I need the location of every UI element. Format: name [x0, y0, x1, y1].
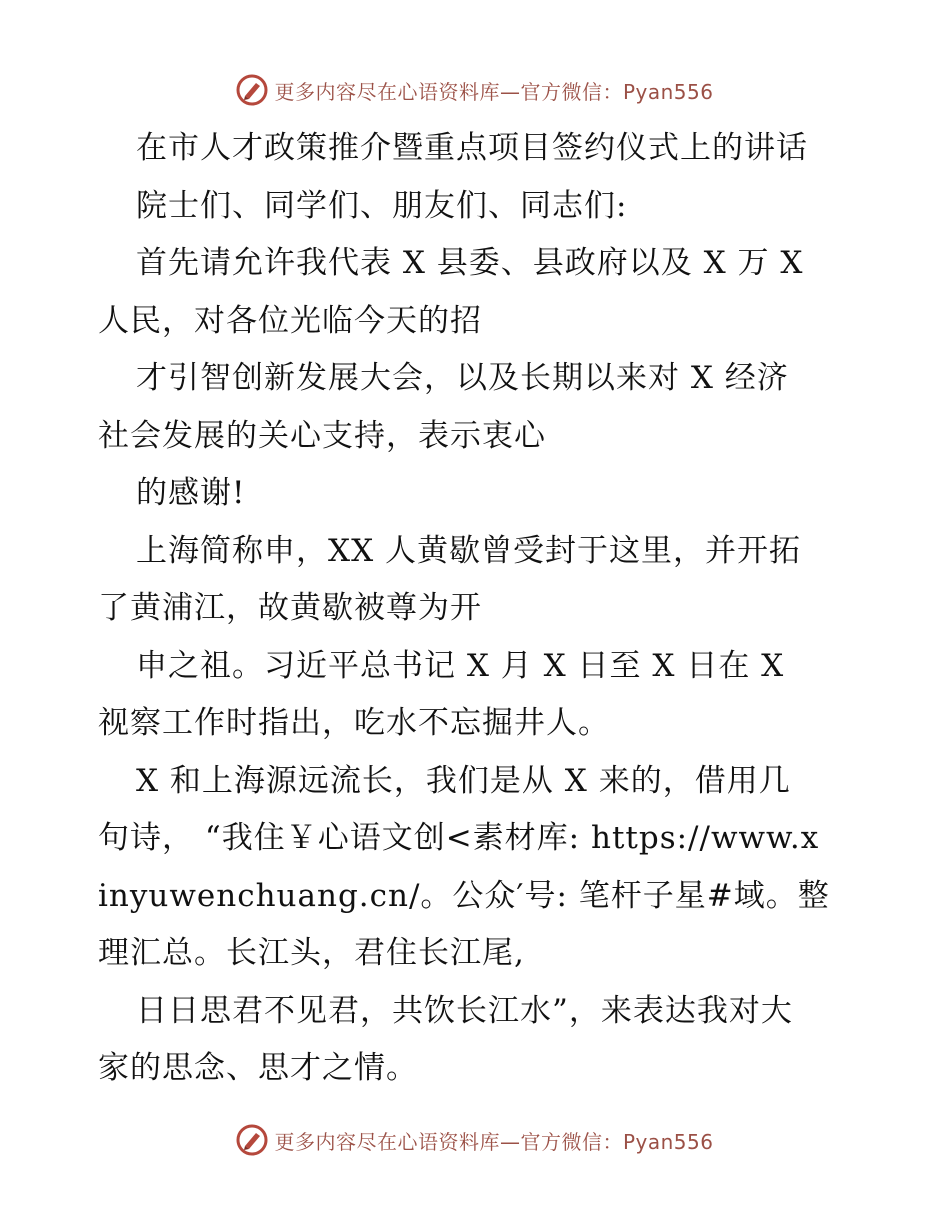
text-line: 理汇总。长江头，君住长江尾,: [98, 935, 525, 971]
text-line: 上海简称申，XX 人黄歇曾受封于这里，并开拓: [136, 532, 801, 569]
document-title: 在市人才政策推介暨重点项目签约仪式上的讲话: [136, 130, 808, 166]
header-banner: [0, 74, 950, 106]
pen-logo-icon: [236, 1124, 268, 1156]
text-line: 才引智创新发展大会，以及长期以来对 X 经济: [136, 360, 789, 396]
text-line: 家的思念、思才之情。: [98, 1050, 418, 1086]
text-line: 的感谢!: [136, 475, 246, 511]
text-line: 视察工作时指出，吃水不忘掘井人。: [98, 705, 610, 741]
footer-banner: [0, 1124, 950, 1156]
banner-text: 更多内容尽在心语资料库—官方微信：Pyan556: [274, 1129, 714, 1154]
pen-logo-icon: [236, 74, 268, 106]
text-line: 句诗， “我住￥心语文创<素材库: https://www.x: [98, 820, 820, 856]
text-line: inyuwenchuang.cn/。公众′号: 笔杆子星#域。整: [98, 877, 830, 914]
text-line: 了黄浦江，故黄歇被尊为开: [98, 590, 482, 626]
text-line: 申之祖。习近平总书记 X 月 X 日至 X 日在 X: [136, 647, 785, 684]
document-body: [98, 120, 858, 1098]
text-line: 社会发展的关心支持，表示衷心: [98, 417, 546, 454]
text-line: X 和上海源远流长，我们是从 X 来的，借用几: [136, 762, 791, 799]
text-line: 院士们、同学们、朋友们、同志们:: [136, 187, 628, 224]
text-line: 人民，对各位光临今天的招: [98, 302, 482, 339]
text-line: 首先请允许我代表 X 县委、县政府以及 X 万 X: [136, 245, 804, 281]
text-line: 日日思君不见君，共饮长江水”，来表达我对大: [136, 992, 793, 1029]
banner-text: 更多内容尽在心语资料库—官方微信：Pyan556: [274, 79, 714, 104]
